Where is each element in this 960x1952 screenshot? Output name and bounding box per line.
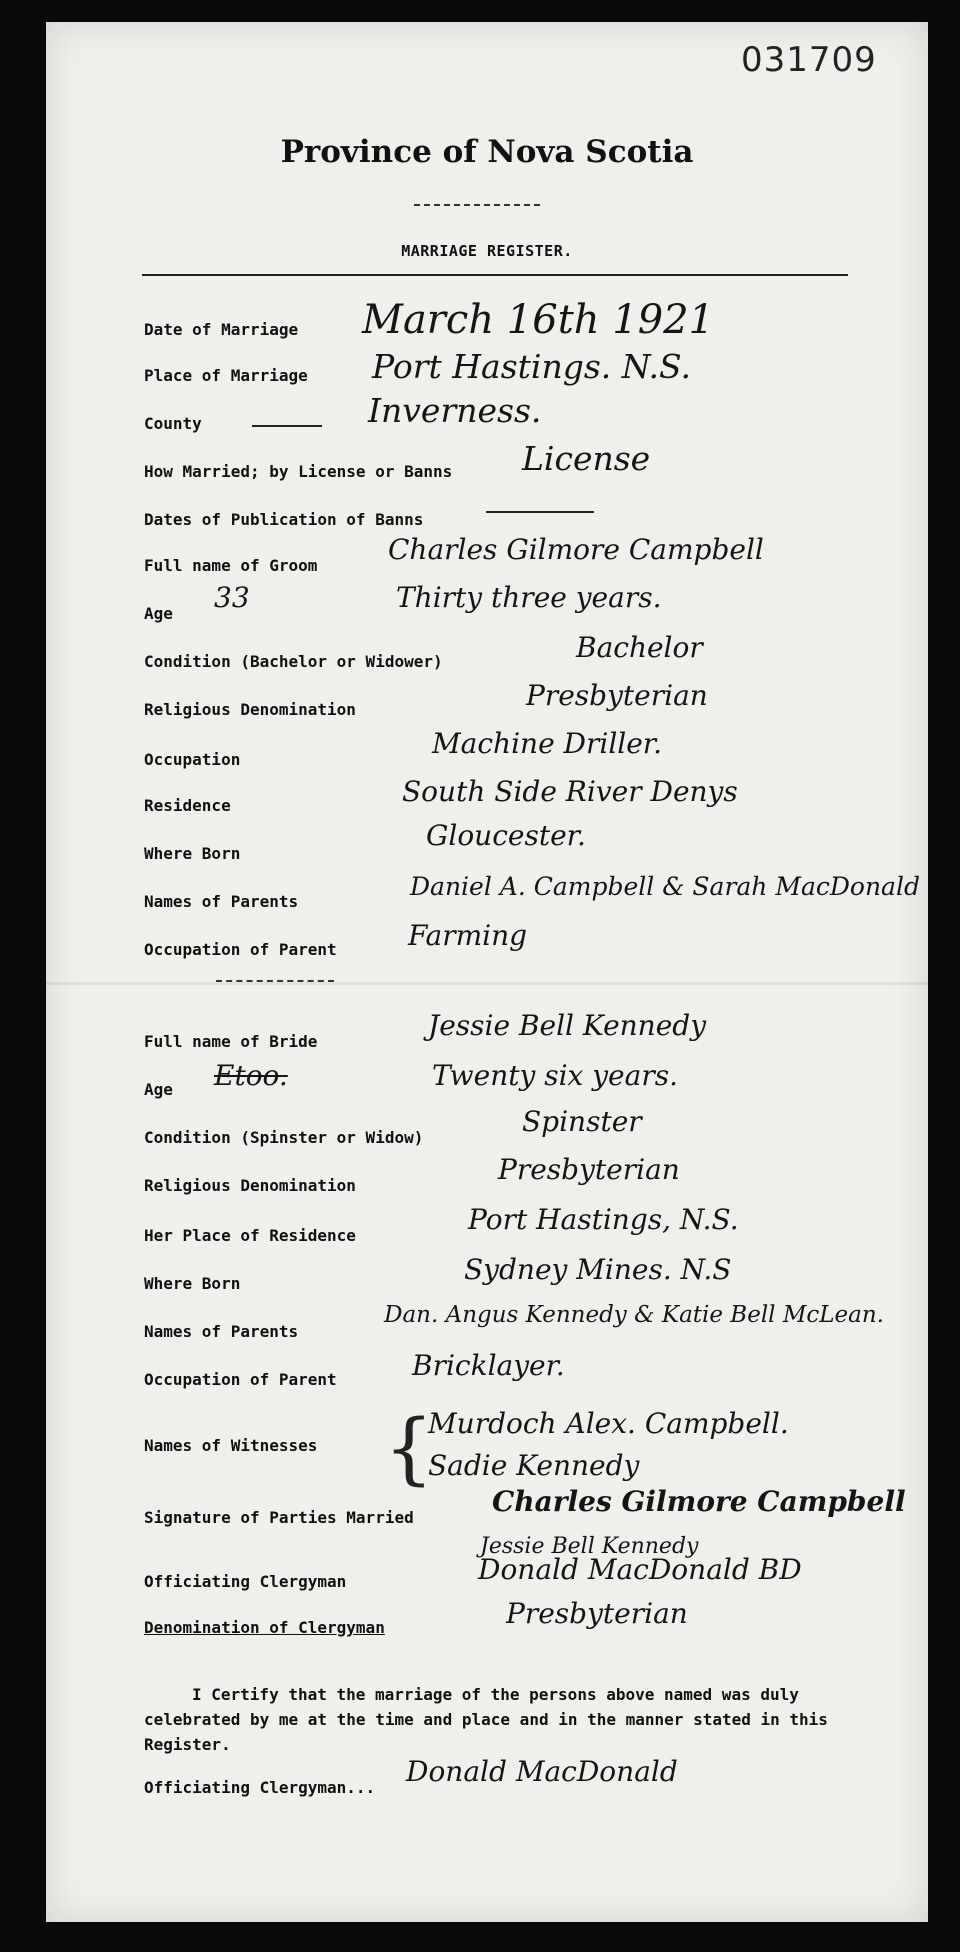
groom-name-value: Charles Gilmore Campbell bbox=[388, 533, 764, 566]
county-label: County bbox=[144, 414, 202, 433]
bride-age-digits: Etoo. bbox=[214, 1059, 288, 1092]
bride-religion-label: Religious Denomination bbox=[144, 1176, 356, 1195]
bride-religion-value: Presbyterian bbox=[498, 1153, 680, 1186]
witnesses-brace: { bbox=[384, 1404, 434, 1494]
groom-condition-value: Bachelor bbox=[576, 631, 703, 664]
groom-birthplace-label: Where Born bbox=[144, 844, 241, 863]
signature-parties-label: Signature of Parties Married bbox=[144, 1508, 414, 1527]
date-of-marriage-label: Date of Marriage bbox=[144, 320, 299, 339]
section-divider bbox=[216, 980, 334, 982]
title-divider bbox=[414, 204, 540, 206]
witness-1-value: Murdoch Alex. Campbell. bbox=[428, 1407, 789, 1440]
groom-occupation-value: Machine Driller. bbox=[432, 727, 663, 760]
officiating-clergyman-label: Officiating Clergyman bbox=[144, 1572, 347, 1591]
bride-birthplace-value: Sydney Mines. N.S bbox=[464, 1253, 732, 1286]
officiating-clergyman-value: Donald MacDonald BD bbox=[478, 1553, 802, 1586]
groom-signature: Charles Gilmore Campbell bbox=[492, 1485, 906, 1518]
bride-condition-label: Condition (Spinster or Widow) bbox=[144, 1128, 424, 1147]
groom-condition-label: Condition (Bachelor or Widower) bbox=[144, 652, 443, 671]
document-subtitle: MARRIAGE REGISTER. bbox=[401, 242, 573, 260]
clergy-denomination-label: Denomination of Clergyman bbox=[144, 1618, 385, 1637]
bride-residence-label: Her Place of Residence bbox=[144, 1226, 356, 1245]
groom-parents-value: Daniel A. Campbell & Sarah MacDonald bbox=[410, 872, 920, 901]
bride-parent-occupation-value: Bricklayer. bbox=[412, 1349, 565, 1382]
county-dash bbox=[252, 425, 322, 427]
groom-parent-occupation-label: Occupation of Parent bbox=[144, 940, 337, 959]
groom-residence-value: South Side River Denys bbox=[402, 775, 738, 808]
witness-2-value: Sadie Kennedy bbox=[428, 1449, 640, 1482]
groom-parent-occupation-value: Farming bbox=[408, 919, 528, 952]
document-title: Province of Nova Scotia bbox=[280, 134, 694, 170]
clergy-denomination-value: Presbyterian bbox=[506, 1597, 688, 1630]
groom-age-label: Age bbox=[144, 604, 173, 623]
place-of-marriage-label: Place of Marriage bbox=[144, 366, 308, 385]
bride-name-label: Full name of Bride bbox=[144, 1032, 318, 1051]
bride-age-value: Twenty six years. bbox=[432, 1059, 678, 1092]
bride-residence-value: Port Hastings, N.S. bbox=[468, 1203, 739, 1236]
groom-age-digits: 33 bbox=[214, 581, 250, 614]
bride-parents-value: Dan. Angus Kennedy & Katie Bell McLean. bbox=[384, 1302, 884, 1328]
witnesses-label: Names of Witnesses bbox=[144, 1436, 318, 1455]
bride-age-label: Age bbox=[144, 1080, 173, 1099]
groom-religion-label: Religious Denomination bbox=[144, 700, 356, 719]
bride-name-value: Jessie Bell Kennedy bbox=[428, 1009, 707, 1042]
certification-statement: I Certify that the marriage of the persons above named was duly celebrated by me at the time and place and in the manner stated in this Register. bbox=[144, 1685, 828, 1754]
certification-clergyman-signature: Donald MacDonald bbox=[406, 1755, 678, 1788]
groom-birthplace-value: Gloucester. bbox=[426, 819, 586, 852]
bride-signature: Jessie Bell Kennedy bbox=[480, 1534, 699, 1559]
fold-line bbox=[46, 982, 928, 985]
groom-parents-label: Names of Parents bbox=[144, 892, 299, 911]
bride-birthplace-label: Where Born bbox=[144, 1274, 241, 1293]
how-married-value: License bbox=[522, 439, 651, 478]
header-rule bbox=[142, 274, 848, 276]
bride-condition-value: Spinster bbox=[522, 1105, 642, 1138]
county-value: Inverness. bbox=[368, 391, 542, 430]
banns-publication-label: Dates of Publication of Banns bbox=[144, 510, 424, 529]
groom-name-label: Full name of Groom bbox=[144, 556, 318, 575]
groom-occupation-label: Occupation bbox=[144, 750, 241, 769]
date-of-marriage-value: March 16th 1921 bbox=[362, 297, 715, 343]
how-married-label: How Married; by License or Banns bbox=[144, 462, 453, 481]
bride-parent-occupation-label: Occupation of Parent bbox=[144, 1370, 337, 1389]
banns-publication-dash bbox=[486, 511, 594, 513]
marriage-register-document bbox=[46, 22, 928, 1922]
groom-residence-label: Residence bbox=[144, 796, 231, 815]
bride-parents-label: Names of Parents bbox=[144, 1322, 299, 1341]
place-of-marriage-value: Port Hastings. N.S. bbox=[372, 347, 691, 386]
groom-age-value: Thirty three years. bbox=[396, 581, 662, 614]
registration-number: 031709 bbox=[741, 40, 877, 80]
certification-clergyman-label: Officiating Clergyman... bbox=[144, 1778, 376, 1797]
groom-religion-value: Presbyterian bbox=[526, 679, 708, 712]
